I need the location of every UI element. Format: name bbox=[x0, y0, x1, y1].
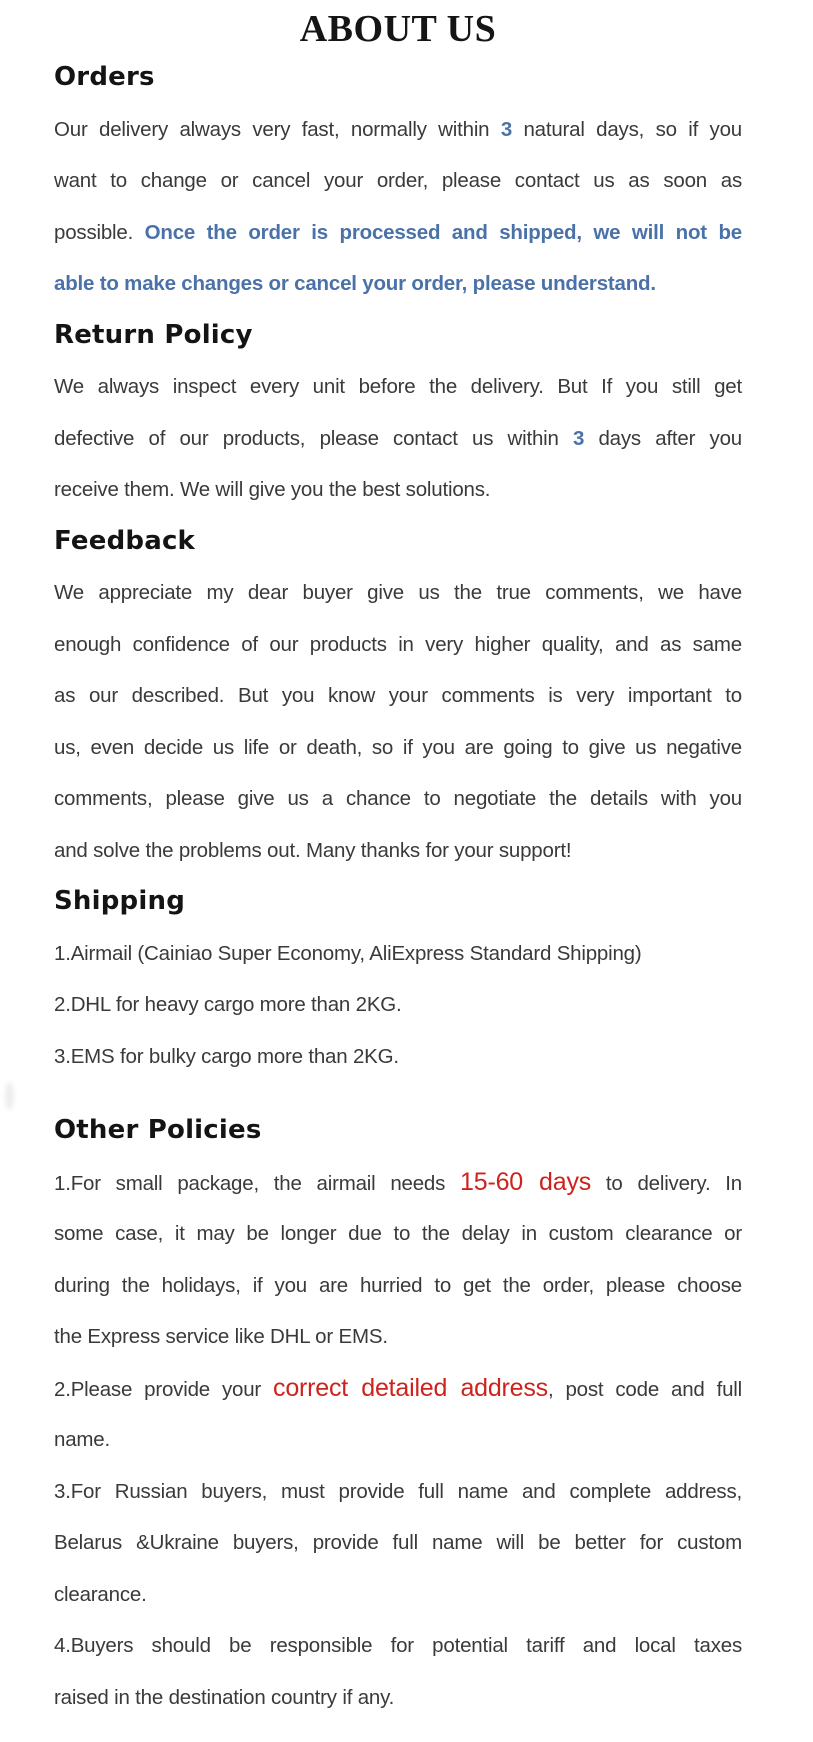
text-line bbox=[54, 1031, 742, 1083]
text-line bbox=[54, 670, 742, 722]
section-heading-other-policies: Other Policies bbox=[54, 1115, 262, 1145]
page-title: ABOUT US bbox=[299, 8, 497, 50]
text-segment: Our delivery always very fast, normally within bbox=[54, 117, 501, 141]
text-segment: We always inspect every unit before the delivery. But If you still get bbox=[54, 375, 742, 398]
text-line bbox=[54, 207, 742, 259]
text-line bbox=[54, 928, 742, 980]
text-line bbox=[54, 1414, 742, 1466]
text-segment: clearance. bbox=[54, 1582, 147, 1606]
text-line bbox=[54, 567, 742, 619]
scan-artifact bbox=[5, 1082, 14, 1110]
text-line bbox=[54, 773, 742, 825]
text-line bbox=[54, 979, 742, 1031]
text-line bbox=[54, 1620, 742, 1672]
text-line bbox=[54, 361, 742, 413]
text-segment: receive them. We will give you the best solutions. bbox=[54, 478, 491, 501]
text-segment: comments, please give us a chance to negotiate the details with you bbox=[54, 787, 742, 810]
text-line bbox=[54, 1466, 742, 1518]
text-line bbox=[54, 104, 742, 156]
text-line bbox=[54, 258, 742, 310]
text-segment: raised in the destination country if any. bbox=[54, 1685, 395, 1709]
text-segment: natural days, so if you bbox=[512, 117, 742, 141]
text-segment: 1.Airmail (Cainiao Super Economy, AliExpress Standard Shipping) bbox=[54, 941, 642, 965]
text-line bbox=[54, 1363, 742, 1415]
highlight-blue: able to make changes or cancel your order, please understand. bbox=[54, 272, 656, 295]
text-segment: 2.DHL for heavy cargo more than 2KG. bbox=[54, 993, 402, 1016]
text-segment: , post code and full bbox=[547, 1377, 742, 1401]
text-line bbox=[54, 155, 742, 207]
text-segment: 2.Please provide your bbox=[54, 1377, 274, 1401]
sections-container bbox=[54, 52, 742, 1723]
highlight-red-lg: 15-60 days bbox=[460, 1167, 592, 1196]
text-line bbox=[54, 1260, 742, 1312]
text-line bbox=[54, 464, 742, 516]
text-line bbox=[54, 1311, 742, 1363]
text-segment: enough confidence of our products in very higher quality, and as same bbox=[54, 632, 742, 656]
text-segment: defective of our products, please contact us within bbox=[54, 426, 573, 450]
text-line bbox=[54, 1672, 742, 1724]
text-line bbox=[54, 825, 742, 877]
text-segment: some case, it may be longer due to the delay in custom clearance or bbox=[54, 1222, 742, 1245]
text-segment: possible. bbox=[54, 220, 145, 244]
text-segment: want to change or cancel your order, please contact us as soon as bbox=[54, 169, 742, 192]
text-segment: We appreciate my dear buyer give us the true comments, we have bbox=[54, 581, 742, 604]
text-segment: the Express service like DHL or EMS. bbox=[54, 1325, 388, 1348]
text-segment: Belarus &Ukraine buyers, provide full name will be better for custom bbox=[54, 1531, 742, 1554]
text-line bbox=[54, 413, 742, 465]
text-line bbox=[54, 1517, 742, 1569]
text-segment: during the holidays, if you are hurried to get the order, please choose bbox=[54, 1273, 742, 1297]
section-heading-orders: Orders bbox=[54, 62, 155, 92]
section-heading-shipping: Shipping bbox=[54, 886, 186, 916]
text-line bbox=[54, 722, 742, 774]
text-segment: and solve the problems out. Many thanks for your support! bbox=[54, 838, 572, 862]
text-segment: 3.For Russian buyers, must provide full name and complete address, bbox=[54, 1479, 742, 1503]
section-heading-return-policy: Return Policy bbox=[54, 319, 253, 350]
text-segment: 3.EMS for bulky cargo more than 2KG. bbox=[54, 1044, 399, 1068]
text-segment: us, even decide us life or death, so if you are going to give us negative bbox=[54, 735, 742, 759]
highlight-blue: 3 bbox=[573, 426, 585, 450]
text-line bbox=[54, 1208, 742, 1260]
text-segment: 1.For small package, the airmail needs bbox=[54, 1171, 461, 1195]
text-line bbox=[54, 1569, 742, 1621]
highlight-blue: 3 bbox=[500, 117, 513, 141]
text-segment: name. bbox=[54, 1428, 110, 1451]
text-segment: 4.Buyers should be responsible for potential tariff and local taxes bbox=[54, 1634, 742, 1657]
text-segment: to delivery. In bbox=[591, 1171, 742, 1195]
text-segment: days after you bbox=[584, 426, 742, 450]
section-heading-feedback: Feedback bbox=[54, 525, 196, 556]
highlight-red-lg: correct detailed address bbox=[273, 1373, 548, 1402]
text-line bbox=[54, 619, 742, 671]
highlight-blue: Once the order is processed and shipped, we will not be bbox=[144, 220, 742, 244]
text-segment: as our described. But you know your comments is very important to bbox=[54, 684, 742, 707]
text-line bbox=[54, 1157, 742, 1209]
